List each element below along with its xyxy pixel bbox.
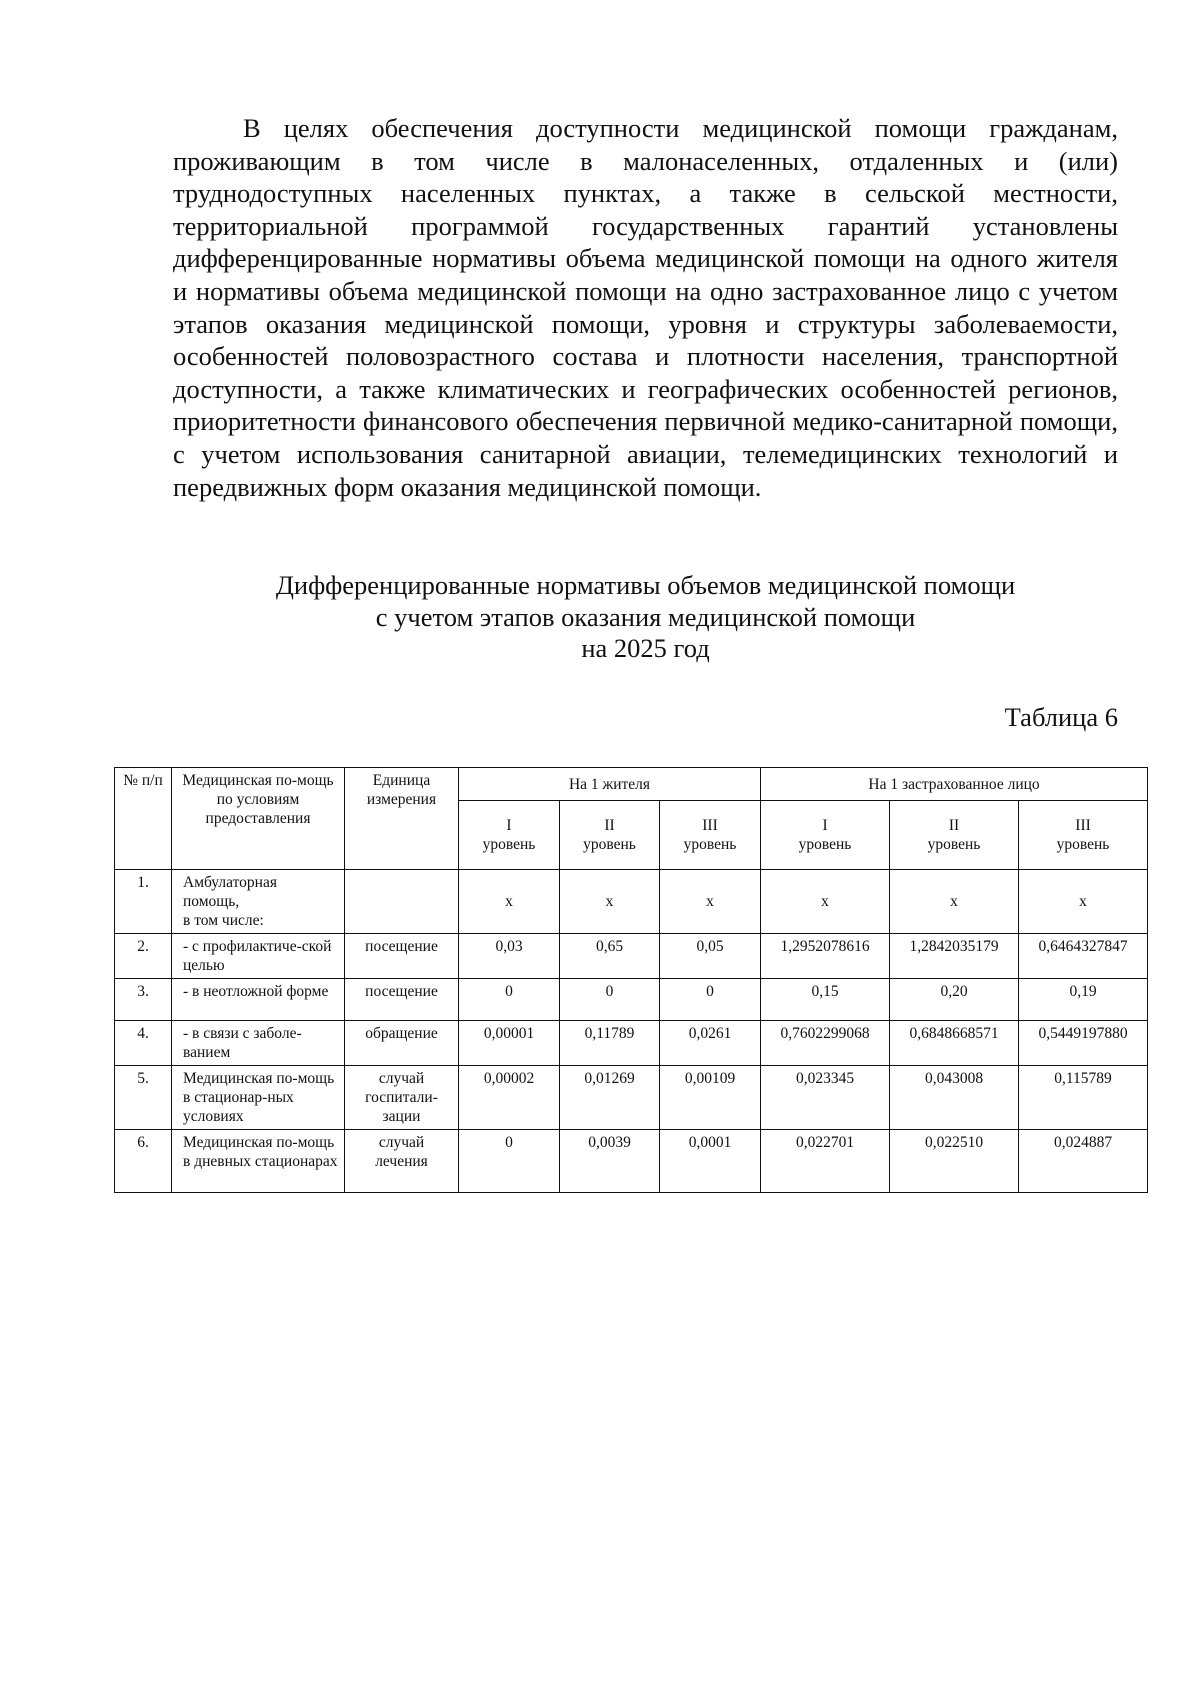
row-value: 0,01269 [560, 1066, 660, 1130]
table-row [115, 870, 1148, 934]
row-value: 1,2952078616 [761, 934, 890, 979]
table-title-line-1: Дифференцированные нормативы объемов медицинской помощи [275, 570, 1016, 600]
table-title-line-3: на 2025 год [581, 633, 710, 663]
row-care-type: - в неотложной форме [172, 979, 345, 1021]
row-value: 0,6464327847 [1019, 934, 1148, 979]
row-value: 0 [459, 979, 560, 1021]
row-value: 0,00001 [459, 1021, 560, 1066]
row-value: х [560, 870, 660, 934]
header-insured-level-1: I уровень [761, 801, 890, 870]
row-unit: посещение [345, 934, 459, 979]
row-value: 0,00002 [459, 1066, 560, 1130]
row-value: 0,65 [560, 934, 660, 979]
header-resident-level-2: II уровень [560, 801, 660, 870]
header-num: № п/п [115, 768, 172, 870]
row-value: 0,0261 [660, 1021, 761, 1066]
row-num: 6. [115, 1130, 172, 1193]
row-value: х [890, 870, 1019, 934]
row-value: 0,022510 [890, 1130, 1019, 1193]
header-per-resident: На 1 жителя [459, 768, 761, 801]
row-value: 0,19 [1019, 979, 1148, 1021]
row-value: 0,6848668571 [890, 1021, 1019, 1066]
row-care-type: Медицинская по-мощь в дневных стационарах [172, 1130, 345, 1193]
row-value: х [660, 870, 761, 934]
row-value: 0,115789 [1019, 1066, 1148, 1130]
header-per-insured: На 1 застрахованное лицо [761, 768, 1148, 801]
norms-table [114, 767, 1148, 1193]
row-value: 1,2842035179 [890, 934, 1019, 979]
table-row [115, 934, 1148, 979]
row-unit: случай госпитали-зации [345, 1066, 459, 1130]
header-care-type: Медицинская по-мощь по условиям предоставления [172, 768, 345, 870]
row-value: 0,043008 [890, 1066, 1019, 1130]
row-value: 0,03 [459, 934, 560, 979]
table-title-line-2: с учетом этапов оказания медицинской помощи [375, 601, 916, 632]
row-value: 0 [660, 979, 761, 1021]
row-value: 0 [459, 1130, 560, 1193]
table-row [115, 1130, 1148, 1193]
row-value: 0,0039 [560, 1130, 660, 1193]
row-value: 0,023345 [761, 1066, 890, 1130]
row-value: 0 [560, 979, 660, 1021]
row-value: 0,7602299068 [761, 1021, 890, 1066]
table-row [115, 1021, 1148, 1066]
row-value: х [1019, 870, 1148, 934]
row-value: 0,20 [890, 979, 1019, 1021]
row-unit: случай лечения [345, 1130, 459, 1193]
row-value: 0,0001 [660, 1130, 761, 1193]
row-value: х [459, 870, 560, 934]
header-resident-level-3: III уровень [660, 801, 761, 870]
row-care-type: - с профилактиче-ской целью [172, 934, 345, 979]
row-value: 0,5449197880 [1019, 1021, 1148, 1066]
table-header-row [115, 768, 1148, 801]
row-value: 0,05 [660, 934, 761, 979]
row-value: 0,022701 [761, 1130, 890, 1193]
header-insured-level-2: II уровень [890, 801, 1019, 870]
row-value: х [761, 870, 890, 934]
row-num: 3. [115, 979, 172, 1021]
row-unit [345, 870, 459, 934]
header-insured-level-3: III уровень [1019, 801, 1148, 870]
intro-paragraph: В целях обеспечения доступности медицинской помощи гражданам, проживающим в том числе в малонаселенных, отдаленных и (или) труднодоступных населенных пунктах, а также в сельской местности, территориальной программой государственных гарантий установлены дифференцированные нормативы объема медицинской помощи на одного жителя и нормативы объема медицинской помощи на одно застрахованное лицо с учетом этапов оказания медицинской помощи, уровня и структуры заболеваемости, особенностей половозрастного состава и плотности населения, транспортной доступности, а также климатических и географических особенностей регионов, приоритетности финансового обеспечения первичной медико-санитарной помощи, с учетом использования санитарной авиации, телемедицинских технологий и передвижных форм оказания медицинской помощи. [173, 113, 1118, 502]
row-care-type: Амбулаторная помощь, в том числе: [172, 870, 345, 934]
row-value: 0,15 [761, 979, 890, 1021]
table-title [173, 570, 1118, 665]
table-row [115, 1066, 1148, 1130]
header-unit: Единица измерения [345, 768, 459, 870]
table-number-label: Таблица 6 [1004, 702, 1118, 732]
row-care-type: Медицинская по-мощь в стационар-ных условиях [172, 1066, 345, 1130]
row-unit: обращение [345, 1021, 459, 1066]
row-num: 5. [115, 1066, 172, 1130]
table-row [115, 979, 1148, 1021]
row-care-type: - в связи с заболе-ванием [172, 1021, 345, 1066]
row-value: 0,024887 [1019, 1130, 1148, 1193]
row-num: 2. [115, 934, 172, 979]
row-value: 0,00109 [660, 1066, 761, 1130]
row-num: 4. [115, 1021, 172, 1066]
row-value: 0,11789 [560, 1021, 660, 1066]
row-num: 1. [115, 870, 172, 934]
row-unit: посещение [345, 979, 459, 1021]
header-resident-level-1: I уровень [459, 801, 560, 870]
